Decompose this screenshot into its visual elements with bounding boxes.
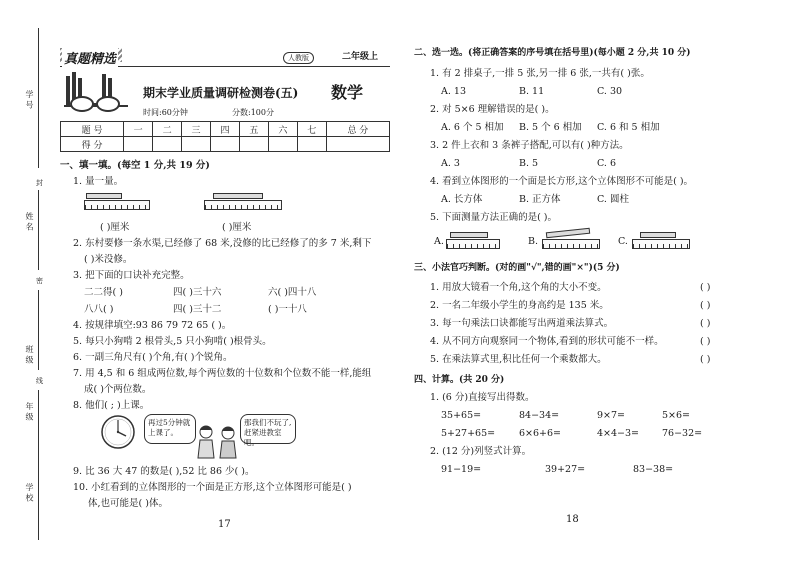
page-number-left: 17 <box>218 519 231 530</box>
rhyme-blank[interactable]: 四( )三十二 <box>173 304 222 315</box>
section-1-heading: 一、填一填。(每空 1 分,共 19 分) <box>60 160 210 171</box>
score-table-row <box>61 137 390 152</box>
page-number-right: 18 <box>566 514 579 525</box>
subject-title: 数学 <box>331 83 364 102</box>
calc-question-1: 1. (6 分)直接写出得数。 <box>430 392 535 403</box>
calc-item[interactable]: 4×4−3= <box>597 428 640 439</box>
score-cell: 六 <box>268 122 297 137</box>
binding-line <box>38 390 39 540</box>
score-cell: 七 <box>297 122 326 137</box>
children-illustration <box>196 424 240 460</box>
total-score: 分数:100分 <box>232 108 274 117</box>
question-1: 1. 量一量。 <box>73 176 124 187</box>
school-label: 学 校 <box>25 483 34 502</box>
judge-statement: 3. 每一句乘法口诀都能写出两道乘法算式。 <box>430 318 614 329</box>
score-input-cell[interactable] <box>239 137 268 152</box>
calc-item[interactable]: 76−32= <box>662 428 703 439</box>
edition-badge: 人教版 <box>283 52 314 64</box>
name-label: 姓 名 <box>25 212 34 231</box>
option[interactable]: C. 圆柱 <box>597 194 629 205</box>
option[interactable]: B. 正方体 <box>519 194 561 205</box>
question-10-line-2: 体,也可能是( )体。 <box>88 498 168 509</box>
choice-question-5: 5. 下面测量方法正确的是( )。 <box>430 212 558 223</box>
section-4-heading: 四、计算。(共 20 分) <box>414 375 505 385</box>
score-cell: 一 <box>124 122 153 137</box>
speech-bubble <box>240 414 296 447</box>
rhyme-blank[interactable]: 八八( ) <box>84 304 114 315</box>
rhyme-blank[interactable]: 二二得( ) <box>84 287 123 298</box>
question-2-line-1: 2. 东村要修一条水渠,已经修了 68 米,没修的比已经修了的多 7 米,剩下 <box>73 238 372 249</box>
choice-question-3: 3. 2 件上衣和 3 条裤子搭配,可以有( )种方法。 <box>430 140 629 151</box>
option[interactable]: B. 11 <box>519 86 545 97</box>
score-input-cell[interactable] <box>211 137 240 152</box>
score-cell: 二 <box>153 122 182 137</box>
option[interactable]: A. 13 <box>441 86 466 97</box>
student-number-label: 学 号 <box>25 90 34 109</box>
binding-line <box>38 28 39 168</box>
question-9: 9. 比 36 大 47 的数是( ),52 比 86 少( )。 <box>73 466 255 477</box>
question-7-line-2: 成( )个两位数。 <box>84 384 152 395</box>
calc-item[interactable]: 5×6= <box>662 410 691 421</box>
measured-bar <box>640 232 676 238</box>
ruler-icon <box>204 200 282 210</box>
option[interactable]: A. 3 <box>441 158 460 169</box>
option[interactable]: C. 30 <box>597 86 623 97</box>
ruler-icon <box>632 239 690 249</box>
ruler-icon <box>446 239 500 249</box>
question-2-line-2: ( )米没修。 <box>84 254 133 265</box>
calc-item[interactable]: 84−34= <box>519 410 560 421</box>
bubble-text: 再过5分钟就上课了。 <box>148 418 191 437</box>
calc-item[interactable]: 5+27+65= <box>441 428 496 439</box>
score-table <box>60 121 390 152</box>
question-6: 6. 一副三角尺有( )个角,有( )个锐角。 <box>73 352 233 363</box>
score-input-cell[interactable] <box>182 137 211 152</box>
question-8: 8. 他们( ; )上课。 <box>73 400 150 411</box>
question-4: 4. 按规律填空:93 86 79 72 65 ( )。 <box>73 320 232 331</box>
calc-question-2: 2. (12 分)列竖式计算。 <box>430 446 532 457</box>
judge-answer[interactable]: ( ) <box>700 318 711 329</box>
measured-bar <box>546 228 590 239</box>
vertical-calc-item[interactable]: 39+27= <box>545 464 586 475</box>
score-cell: 总 分 <box>326 122 389 137</box>
score-input-cell[interactable] <box>268 137 297 152</box>
choice-question-4: 4. 看到立体图形的一个面是长方形,这个立体图形不可能是( )。 <box>430 176 694 187</box>
seal-mark: 线 <box>36 377 43 385</box>
bubble-text: 那我们不玩了,赶紧进教室吧。 <box>244 418 292 447</box>
score-input-cell[interactable] <box>124 137 153 152</box>
answer-blank[interactable]: ( )厘米 <box>100 222 130 233</box>
score-cell: 题 号 <box>61 122 124 137</box>
measured-bar <box>213 193 263 199</box>
option[interactable]: B. <box>528 236 539 247</box>
choice-question-2: 2. 对 5×6 理解错误的是( )。 <box>430 104 555 115</box>
judge-statement: 5. 在乘法算式里,积比任何一个乘数都大。 <box>430 354 607 365</box>
judge-statement: 1. 用放大镜看一个角,这个角的大小不变。 <box>430 282 607 293</box>
score-input-cell[interactable] <box>297 137 326 152</box>
option[interactable]: B. 5 个 6 相加 <box>519 122 582 133</box>
question-3: 3. 把下面的口诀补充完整。 <box>73 270 190 281</box>
option[interactable]: C. 6 和 5 相加 <box>597 122 660 133</box>
exam-title: 期末学业质量调研检测卷(五) <box>143 86 299 100</box>
judge-answer[interactable]: ( ) <box>700 354 711 365</box>
judge-statement: 4. 从不同方向观察同一个物体,看到的形状可能不一样。 <box>430 336 664 347</box>
calc-item[interactable]: 9×7= <box>597 410 626 421</box>
section-3-heading: 三、小法官巧判断。(对的画"√",错的画"×")(5 分) <box>414 263 620 273</box>
judge-answer[interactable]: ( ) <box>700 282 711 293</box>
clock-icon <box>100 414 136 450</box>
time-limit: 时间:60分钟 <box>143 108 188 117</box>
binding-line <box>38 190 39 270</box>
calc-item[interactable]: 6×6+6= <box>519 428 562 439</box>
option[interactable]: B. 5 <box>519 158 539 169</box>
measured-bar <box>86 193 122 199</box>
ruler-icon <box>84 200 150 210</box>
option[interactable]: A. 长方体 <box>441 194 483 205</box>
score-cell: 三 <box>182 122 211 137</box>
section-2-heading: 二、选一选。(将正确答案的序号填在括号里)(每小题 2 分,共 10 分) <box>414 48 691 58</box>
judge-answer[interactable]: ( ) <box>700 300 711 311</box>
grade-label: 年 级 <box>25 402 34 421</box>
grade-label: 二年级上 <box>342 52 379 62</box>
choice-question-1: 1. 有 2 排桌子,一排 5 张,另一排 6 张,一共有( )张。 <box>430 68 650 79</box>
banner-title: 真题精选 <box>62 48 118 67</box>
score-input-cell[interactable] <box>153 137 182 152</box>
answer-blank[interactable]: ( )厘米 <box>222 222 252 233</box>
book-glasses-icon <box>62 72 130 116</box>
option[interactable]: A. <box>434 236 444 247</box>
question-10-line-1: 10. 小红看到的立体图形的一个面是正方形,这个立体图形可能是( ) <box>73 482 352 493</box>
score-cell: 五 <box>239 122 268 137</box>
option[interactable]: C. <box>618 236 628 247</box>
score-table-header <box>61 122 390 137</box>
score-cell: 四 <box>211 122 240 137</box>
seal-mark: 封 <box>36 179 43 187</box>
score-input-cell[interactable] <box>326 137 389 152</box>
ruler-icon <box>542 239 600 249</box>
judge-statement: 2. 一名二年级小学生的身高约是 135 米。 <box>430 300 609 311</box>
calc-item[interactable]: 35+65= <box>441 410 482 421</box>
speech-bubble <box>144 414 196 444</box>
option[interactable]: C. 6 <box>597 158 617 169</box>
question-7-line-1: 7. 用 4,5 和 6 组成两位数,每个两位数的十位数和个位数不能一样,能组 <box>73 368 372 379</box>
score-cell: 得 分 <box>61 137 124 152</box>
option[interactable]: A. 6 个 5 相加 <box>441 122 504 133</box>
vertical-calc-item[interactable]: 83−38= <box>633 464 674 475</box>
seal-mark: 密 <box>36 277 43 285</box>
rhyme-blank[interactable]: 四( )三十六 <box>173 287 222 298</box>
vertical-calc-item[interactable]: 91−19= <box>441 464 482 475</box>
binding-line <box>38 290 39 370</box>
rhyme-blank[interactable]: 六( )四十八 <box>268 287 317 298</box>
rhyme-blank[interactable]: ( )一十八 <box>268 304 307 315</box>
measured-bar <box>450 232 488 238</box>
class-label: 班 级 <box>25 345 34 364</box>
judge-answer[interactable]: ( ) <box>700 336 711 347</box>
question-5: 5. 每只小狗啃 2 根骨头,5 只小狗啃( )根骨头。 <box>73 336 272 347</box>
